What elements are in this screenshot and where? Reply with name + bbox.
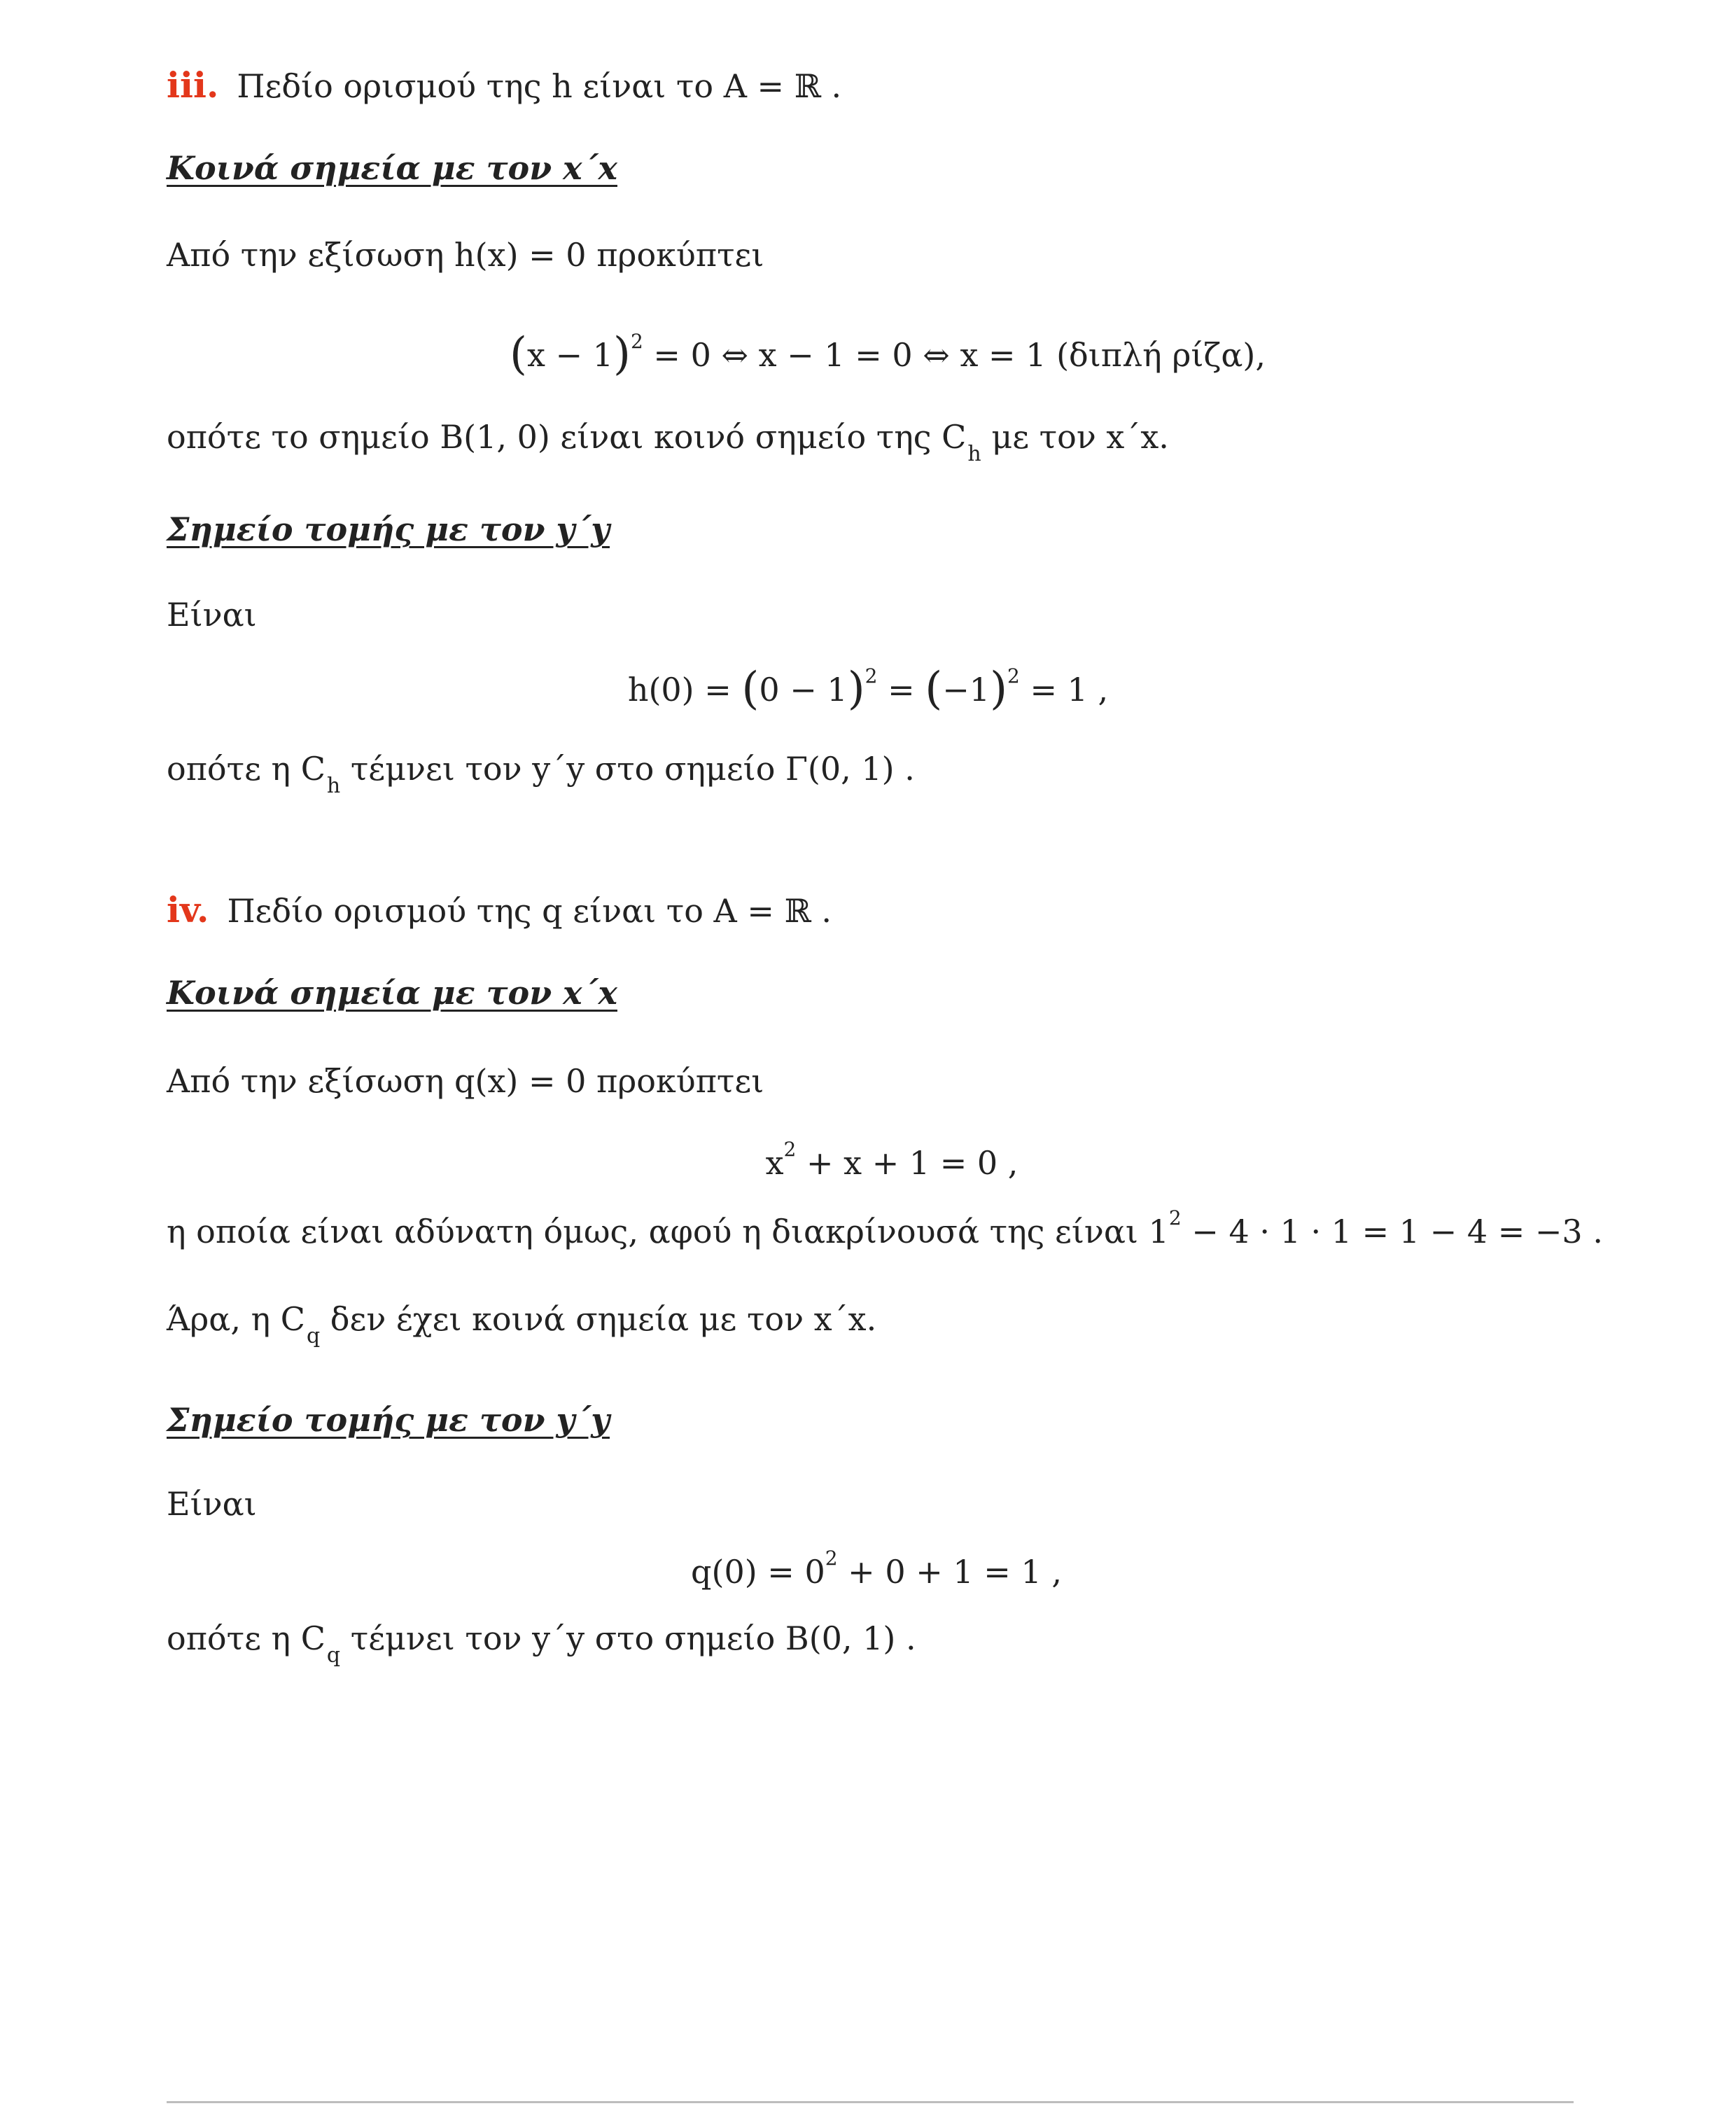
- paren-open: (: [925, 663, 943, 715]
- equation-q-quadratic: [24, 1129, 1736, 1184]
- exponent: 2: [783, 1138, 797, 1161]
- cut-text-end: τέμνει τον y΄y στο σημείο Γ(0, 1) .: [340, 750, 915, 788]
- exponent: 2: [825, 1547, 838, 1570]
- equation-intro-q: Από την εξίσωση q(x) = 0 προκύπτει: [167, 1062, 764, 1100]
- paren-close: ): [612, 328, 631, 380]
- einai-label-h: Είναι: [167, 596, 257, 634]
- heading-intersection-y-axis-h: Σημείο τομής με τον y΄y: [167, 510, 610, 548]
- subscript-q: q: [306, 1324, 321, 1348]
- subscript-h: h: [326, 774, 341, 798]
- h0-b: −1: [942, 671, 990, 709]
- intersection-statement-h: [167, 748, 915, 807]
- ara-text: Άρα, η C: [167, 1300, 305, 1338]
- h0-a: 0 − 1: [759, 671, 848, 709]
- disc-text-end: − 4 · 1 · 1 = 1 − 4 = −3 .: [1181, 1213, 1603, 1250]
- footer-divider: [167, 2101, 1574, 2103]
- paren-open: (: [510, 328, 527, 380]
- equation-h-roots: [20, 321, 1736, 380]
- cut-text: οπότε η C: [167, 750, 326, 788]
- exponent: 2: [864, 664, 878, 688]
- cut-text-end: τέμνει τον y΄y στο σημείο B(0, 1) .: [340, 1619, 916, 1657]
- h0-pre: h(0) =: [627, 671, 742, 709]
- point-b-text-end: με τον x΄x.: [981, 418, 1169, 456]
- subscript-h: h: [967, 442, 981, 466]
- subscript-q: q: [326, 1643, 341, 1668]
- heading-common-points-x-axis-q: Κοινά σημεία με τον x΄x: [167, 974, 617, 1012]
- conclusion-no-common-points: [167, 1298, 876, 1358]
- point-b-statement: [167, 416, 1169, 475]
- heading-intersection-y-axis-q: Σημείο τομής με τον y΄y: [167, 1401, 610, 1439]
- domain-statement-h: Πεδίο ορισμού της h είναι το A = ℝ .: [237, 67, 842, 105]
- ara-text-end: δεν έχει κοινά σημεία με τον x΄x.: [320, 1300, 877, 1338]
- exponent: 2: [630, 330, 643, 353]
- eq-rest: = 0 ⇔ x − 1 = 0 ⇔ x = 1 (διπλή ρίζα),: [643, 336, 1266, 374]
- intersection-statement-q: [167, 1617, 916, 1677]
- cut-text: οπότε η C: [167, 1619, 326, 1657]
- item-label-iii: iii.: [167, 64, 219, 106]
- eq-x: x: [765, 1144, 784, 1182]
- h0-end: = 1 ,: [1019, 671, 1109, 709]
- paren-open: (: [741, 663, 760, 715]
- disc-text: η οποία είναι αδύνατη όμως, αφού η διακρίνουσά της είναι 1: [167, 1213, 1169, 1250]
- equation-intro-h: Από την εξίσωση h(x) = 0 προκύπτει: [167, 236, 764, 274]
- section-iv-intro: [167, 889, 832, 932]
- h0-mid: =: [877, 671, 925, 709]
- paren-close: ): [990, 663, 1008, 715]
- q0-pre: q(0) = 0: [691, 1553, 825, 1591]
- equation-h-zero: [0, 655, 1736, 715]
- eq-rest: + x + 1 = 0 ,: [796, 1144, 1018, 1182]
- exponent: 2: [1007, 664, 1020, 688]
- equation-q-zero: [8, 1537, 1736, 1593]
- q0-post: + 0 + 1 = 1 ,: [837, 1553, 1062, 1591]
- einai-label-q: Είναι: [167, 1485, 257, 1523]
- point-b-text: οπότε το σημείο B(1, 0) είναι κοινό σημείο της C: [167, 418, 967, 456]
- domain-statement-q: Πεδίο ορισμού της q είναι το A = ℝ .: [227, 892, 832, 930]
- heading-common-points-x-axis-h: Κοινά σημεία με τον x΄x: [167, 149, 617, 187]
- discriminant-statement: [167, 1197, 1603, 1253]
- item-label-iv: iv.: [167, 889, 209, 930]
- section-iii-intro: [167, 64, 841, 107]
- paren-close: ): [847, 663, 865, 715]
- exponent: 2: [1168, 1206, 1182, 1229]
- eq-base: x − 1: [526, 336, 613, 374]
